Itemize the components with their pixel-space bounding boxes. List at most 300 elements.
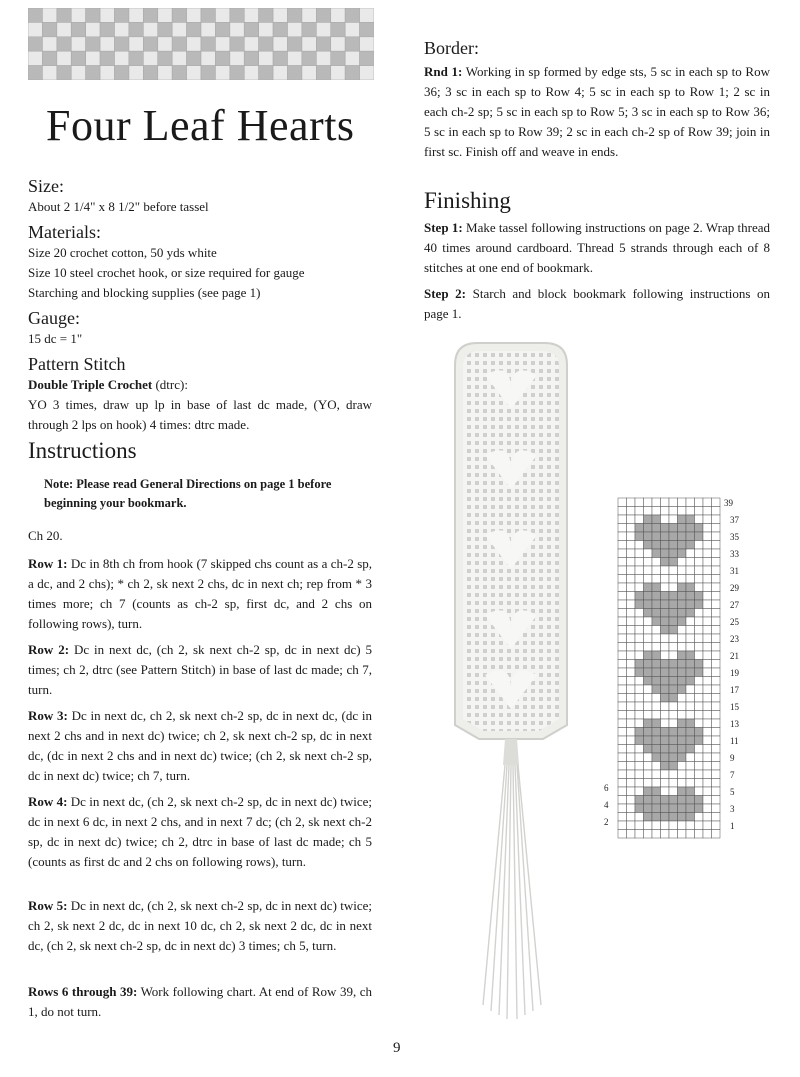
chart-cell <box>703 804 712 813</box>
chart-cell <box>661 813 670 822</box>
chart-cell <box>695 753 704 762</box>
chart-cell <box>661 609 670 618</box>
checker-cell <box>71 51 85 65</box>
chart-cell <box>627 507 636 516</box>
chart-cell <box>627 498 636 507</box>
page-number: 9 <box>393 1040 401 1056</box>
chart-cell <box>644 600 653 609</box>
chart-cell <box>712 787 721 796</box>
materials-item: Starching and blocking supplies (see page 1) <box>28 285 261 300</box>
chart-cell <box>644 745 653 754</box>
chart-cell <box>618 524 627 533</box>
chart-cell <box>678 787 687 796</box>
checker-cell <box>100 37 114 51</box>
chart-cell <box>712 711 721 720</box>
gauge-text: 15 dc = 1" <box>28 331 83 346</box>
chart-row-label: 5 <box>730 787 735 797</box>
chart-row-label: 35 <box>730 532 739 542</box>
chart-row-label: 2 <box>604 817 609 827</box>
chart-cell <box>686 736 695 745</box>
chart-cell <box>627 677 636 686</box>
chart-cell <box>695 541 704 550</box>
chart-cell <box>695 643 704 652</box>
chart-row-label: 11 <box>730 736 739 746</box>
checker-cell <box>187 37 201 51</box>
chart-cell <box>686 719 695 728</box>
chart-cell <box>644 762 653 771</box>
chart-cell <box>669 821 678 830</box>
chart-cell <box>703 821 712 830</box>
chart-cell <box>678 507 687 516</box>
checker-cell <box>129 8 143 22</box>
materials-item: Size 10 steel crochet hook, or size required for gauge <box>28 265 305 280</box>
chart-cell <box>661 566 670 575</box>
chart-cell <box>669 677 678 686</box>
chart-cell <box>618 617 627 626</box>
chart-cell <box>618 813 627 822</box>
chart-row-label: 21 <box>730 651 739 661</box>
chart-cell <box>661 575 670 584</box>
chart-cell <box>618 660 627 669</box>
chart-cell <box>618 609 627 618</box>
chart-cell <box>703 728 712 737</box>
chart-cell <box>618 779 627 788</box>
chart-cell <box>627 719 636 728</box>
chart-cell <box>678 575 687 584</box>
chart-cell <box>627 549 636 558</box>
checker-cell <box>100 51 114 65</box>
chart-cell <box>652 745 661 754</box>
checker-cell <box>273 51 287 65</box>
checker-cell <box>230 8 244 22</box>
chart-cell <box>661 507 670 516</box>
chart-cell <box>686 498 695 507</box>
chart-cell <box>686 600 695 609</box>
chart-cell <box>703 694 712 703</box>
chart-cell <box>712 830 721 839</box>
checker-cell <box>71 66 85 80</box>
checker-cell <box>230 37 244 51</box>
chart-cell <box>712 736 721 745</box>
chart-cell <box>644 796 653 805</box>
chart-cell <box>618 677 627 686</box>
row-label: Row 3: <box>28 708 68 723</box>
checker-cell <box>28 8 42 22</box>
chart-cell <box>627 711 636 720</box>
border-label: Rnd 1: <box>424 64 463 79</box>
chart-cell <box>644 549 653 558</box>
chart-cell <box>695 592 704 601</box>
chart-cell <box>678 830 687 839</box>
chart-cell <box>678 549 687 558</box>
finishing-heading: Finishing <box>424 188 511 213</box>
border-heading: Border: <box>424 38 479 58</box>
chart-cell <box>695 609 704 618</box>
chart-cell <box>678 660 687 669</box>
chart-cell <box>644 634 653 643</box>
chart-cell <box>635 609 644 618</box>
chart-cell <box>669 549 678 558</box>
chart-cell <box>652 711 661 720</box>
chart-cell <box>703 507 712 516</box>
chart-cell <box>686 651 695 660</box>
checker-cell <box>331 51 345 65</box>
chart-cell <box>686 507 695 516</box>
chart-cell <box>703 711 712 720</box>
chart-cell <box>678 694 687 703</box>
pattern-stitch-text: YO 3 times, draw up lp in base of last dc made, (YO, draw through 2 lps on hook) 4 times: dtrc made. <box>28 397 372 432</box>
chart-cell <box>703 745 712 754</box>
chart-cell <box>635 532 644 541</box>
checker-cell <box>288 37 302 51</box>
chart-cell <box>618 728 627 737</box>
chart-cell <box>712 617 721 626</box>
chart-cell <box>618 702 627 711</box>
chart-row-label: 15 <box>730 702 739 712</box>
chart-cell <box>695 498 704 507</box>
chart-cell <box>695 762 704 771</box>
row-instruction <box>28 706 372 786</box>
chart-cell <box>618 626 627 635</box>
chart-cell <box>712 668 721 677</box>
chart-cell <box>678 677 687 686</box>
chart-cell <box>618 719 627 728</box>
chart-cell <box>661 600 670 609</box>
chart-cell <box>703 779 712 788</box>
chart-cell <box>686 813 695 822</box>
checker-cell <box>143 22 157 36</box>
chart-cell <box>652 702 661 711</box>
chart-cell <box>635 728 644 737</box>
row-instruction <box>28 896 372 956</box>
chart-row-label: 17 <box>730 685 739 695</box>
checker-cell <box>360 66 374 80</box>
chart-cell <box>695 813 704 822</box>
chart-cell <box>618 804 627 813</box>
pattern-stitch-heading: Pattern Stitch <box>28 354 126 374</box>
chart-cell <box>669 498 678 507</box>
chart-cell <box>669 668 678 677</box>
checker-cell <box>71 37 85 51</box>
chart-cell <box>618 634 627 643</box>
chart-cell <box>652 736 661 745</box>
chart-row-label: 37 <box>730 515 739 525</box>
chart-cell <box>686 762 695 771</box>
chart-cell <box>618 668 627 677</box>
checker-cell <box>331 22 345 36</box>
chart-cell <box>661 592 670 601</box>
chart-cell <box>627 779 636 788</box>
row-label: Rows 6 through 39: <box>28 984 138 999</box>
chart-cell <box>712 558 721 567</box>
chart-cell <box>627 651 636 660</box>
checker-cell <box>259 22 273 36</box>
checker-cell <box>143 37 157 51</box>
chart-cell <box>669 541 678 550</box>
checker-cell <box>215 66 229 80</box>
checker-cell <box>187 66 201 80</box>
chart-cell <box>644 668 653 677</box>
note <box>44 475 360 513</box>
chart-cell <box>703 575 712 584</box>
chart-cell <box>661 541 670 550</box>
chart-cell <box>635 830 644 839</box>
finishing-step <box>424 284 770 324</box>
chart-cell <box>635 600 644 609</box>
row-text: Dc in next dc, (ch 2, sk next ch-2 sp, dc in next dc) twice; ch 2, sk next 2 dc, dc in next 10 dc, ch 2, sk next 2 dc, dc in next dc, (ch 2, sk next ch-2 sp, dc in next dc) 3 times; ch 5, turn. <box>28 898 373 953</box>
chart-cell <box>669 575 678 584</box>
checker-cell <box>57 51 71 65</box>
chart-cell <box>661 770 670 779</box>
chart-cell <box>644 583 653 592</box>
chart-cell <box>686 634 695 643</box>
chart-cell <box>627 515 636 524</box>
chart-cell <box>627 566 636 575</box>
checker-cell <box>86 37 100 51</box>
chart-cell <box>635 736 644 745</box>
instructions-heading: Instructions <box>28 438 137 463</box>
chart-cell <box>669 745 678 754</box>
chart-cell <box>669 592 678 601</box>
chart-cell <box>635 787 644 796</box>
checker-cell <box>158 8 172 22</box>
chart-cell <box>635 524 644 533</box>
chart-cell <box>618 549 627 558</box>
chart-cell <box>661 779 670 788</box>
checker-cell <box>331 37 345 51</box>
chart-cell <box>678 813 687 822</box>
chart-cell <box>669 728 678 737</box>
chart-cell <box>686 694 695 703</box>
chart-cell <box>652 677 661 686</box>
chart-cell <box>712 507 721 516</box>
chart-cell <box>669 617 678 626</box>
checker-cell <box>115 37 129 51</box>
chart-cell <box>618 830 627 839</box>
chart-cell <box>695 728 704 737</box>
checker-cell <box>158 22 172 36</box>
checker-cell <box>172 37 186 51</box>
checker-cell <box>302 22 316 36</box>
checker-cell <box>302 37 316 51</box>
checker-cell <box>259 37 273 51</box>
stitch-name: Double Triple Crochet <box>28 377 153 392</box>
chart-cell <box>695 583 704 592</box>
checker-cell <box>172 51 186 65</box>
chart-cell <box>652 600 661 609</box>
row-instruction <box>28 640 372 700</box>
filet-chart <box>600 490 760 895</box>
chart-cell <box>703 830 712 839</box>
chart-cell <box>669 660 678 669</box>
chart-cell <box>627 796 636 805</box>
row-text: Work following chart. At end of Row 39, ch 1, do not turn. <box>28 984 373 1019</box>
chart-cell <box>644 660 653 669</box>
chart-cell <box>618 753 627 762</box>
chart-cell <box>695 796 704 805</box>
chart-cell <box>618 498 627 507</box>
chart-cell <box>618 566 627 575</box>
chart-cell <box>669 736 678 745</box>
chart-cell <box>652 651 661 660</box>
row-instruction <box>28 982 372 1022</box>
chart-cell <box>703 643 712 652</box>
checker-cell <box>360 22 374 36</box>
page-title: Four Leaf Hearts <box>46 101 355 150</box>
chart-cell <box>652 804 661 813</box>
chart-cell <box>635 813 644 822</box>
chart-cell <box>712 634 721 643</box>
chart-cell <box>669 558 678 567</box>
checker-cell <box>115 51 129 65</box>
checker-cell <box>42 51 56 65</box>
chart-row-label: 6 <box>604 783 609 793</box>
step-text: Starch and block bookmark following instructions on page 1. <box>424 286 771 321</box>
chart-row-label: 29 <box>730 583 739 593</box>
chart-cell <box>635 660 644 669</box>
chart-cell <box>635 651 644 660</box>
chart-cell <box>712 753 721 762</box>
chart-cell <box>652 685 661 694</box>
chart-cell <box>703 592 712 601</box>
row-text: Dc in next dc, (ch 2, sk next ch-2 sp, dc in next dc) twice; dc in next 6 dc, in next 2 chs, and in next 7 dc; (ch 2, sk next ch-2 sp, dc in next dc) twice; ch 2, dtrc in base of last dc made; ch 5 (counts as first dc and 2 chs on following rows), turn. <box>28 794 373 869</box>
chart-cell <box>644 787 653 796</box>
chart-cell <box>644 770 653 779</box>
checker-cell <box>86 8 100 22</box>
chart-cell <box>652 566 661 575</box>
chart-cell <box>678 498 687 507</box>
chart-cell <box>627 532 636 541</box>
chart-cell <box>661 677 670 686</box>
chart-cell <box>712 813 721 822</box>
chart-row-label: 1 <box>730 821 735 831</box>
chart-cell <box>703 626 712 635</box>
checker-cell <box>345 22 359 36</box>
chart-cell <box>627 694 636 703</box>
chart-cell <box>627 685 636 694</box>
checker-cell <box>158 66 172 80</box>
checker-cell <box>345 37 359 51</box>
checker-cell <box>215 51 229 65</box>
chart-cell <box>712 821 721 830</box>
chart-cell <box>635 626 644 635</box>
chart-cell <box>678 745 687 754</box>
chart-cell <box>661 753 670 762</box>
chart-cell <box>644 830 653 839</box>
chart-cell <box>644 609 653 618</box>
chart-cell <box>627 524 636 533</box>
chart-cell <box>712 600 721 609</box>
chart-cell <box>686 779 695 788</box>
checker-cell <box>100 8 114 22</box>
checker-cell <box>115 66 129 80</box>
checker-cell <box>345 66 359 80</box>
chart-cell <box>703 532 712 541</box>
chart-cell <box>627 745 636 754</box>
chart-cell <box>678 702 687 711</box>
chain-instruction: Ch 20. <box>28 528 63 543</box>
chart-cell <box>635 541 644 550</box>
chart-cell <box>669 532 678 541</box>
chart-cell <box>703 558 712 567</box>
chart-cell <box>695 515 704 524</box>
chart-cell <box>678 736 687 745</box>
chart-cell <box>703 719 712 728</box>
chart-cell <box>644 575 653 584</box>
chart-cell <box>686 558 695 567</box>
chart-cell <box>703 515 712 524</box>
checker-cell <box>345 8 359 22</box>
border-text: Working in sp formed by edge sts, 5 sc in each sp to Row 36; 3 sc in each sp to Row 4; 5 sc in each sp to Row 1; 2 sc in each ch-2 sp; 5 sc in each sp to Row 5; 3 sc in each sp to Row 36; 5 sc in each sp to Row 39; 2 sc in each ch-2 sp of Row 39; join in first sc. Finish off and weave in ends. <box>424 64 770 159</box>
chart-cell <box>686 643 695 652</box>
chart-cell <box>678 600 687 609</box>
chart-cell <box>686 532 695 541</box>
stitch-abbr: (dtrc): <box>152 377 188 392</box>
gauge-heading: Gauge: <box>28 308 80 328</box>
checker-cell <box>172 66 186 80</box>
chart-cell <box>644 507 653 516</box>
chart-cell <box>661 651 670 660</box>
chart-cell <box>661 626 670 635</box>
chart-cell <box>635 702 644 711</box>
chart-cell <box>618 532 627 541</box>
chart-cell <box>635 762 644 771</box>
step-label: Step 2: <box>424 286 466 301</box>
chart-cell <box>686 541 695 550</box>
checker-cell <box>187 22 201 36</box>
chart-cell <box>635 617 644 626</box>
chart-cell <box>635 804 644 813</box>
chart-cell <box>712 796 721 805</box>
checker-cell <box>86 51 100 65</box>
chart-cell <box>652 762 661 771</box>
chart-cell <box>686 804 695 813</box>
chart-cell <box>618 643 627 652</box>
checker-cell <box>288 51 302 65</box>
chart-cell <box>627 830 636 839</box>
checker-cell <box>57 37 71 51</box>
checker-cell <box>143 51 157 65</box>
chart-cell <box>644 677 653 686</box>
checker-cell <box>345 51 359 65</box>
chart-cell <box>661 745 670 754</box>
chart-cell <box>712 779 721 788</box>
chart-cell <box>686 592 695 601</box>
chart-cell <box>635 796 644 805</box>
chart-cell <box>644 541 653 550</box>
checker-cell <box>158 37 172 51</box>
chart-cell <box>635 507 644 516</box>
checker-cell <box>201 22 215 36</box>
checker-cell <box>158 51 172 65</box>
chart-cell <box>635 711 644 720</box>
chart-cell <box>635 694 644 703</box>
checker-cell <box>57 22 71 36</box>
checker-cell <box>100 22 114 36</box>
chart-cell <box>703 541 712 550</box>
chart-cell <box>686 566 695 575</box>
chart-cell <box>695 821 704 830</box>
chart-cell <box>695 719 704 728</box>
chart-cell <box>712 592 721 601</box>
checker-cell <box>143 8 157 22</box>
chart-cell <box>678 558 687 567</box>
chart-cell <box>686 753 695 762</box>
chart-cell <box>644 736 653 745</box>
chart-row-label: 27 <box>730 600 739 610</box>
chart-cell <box>712 702 721 711</box>
checker-cell <box>28 37 42 51</box>
